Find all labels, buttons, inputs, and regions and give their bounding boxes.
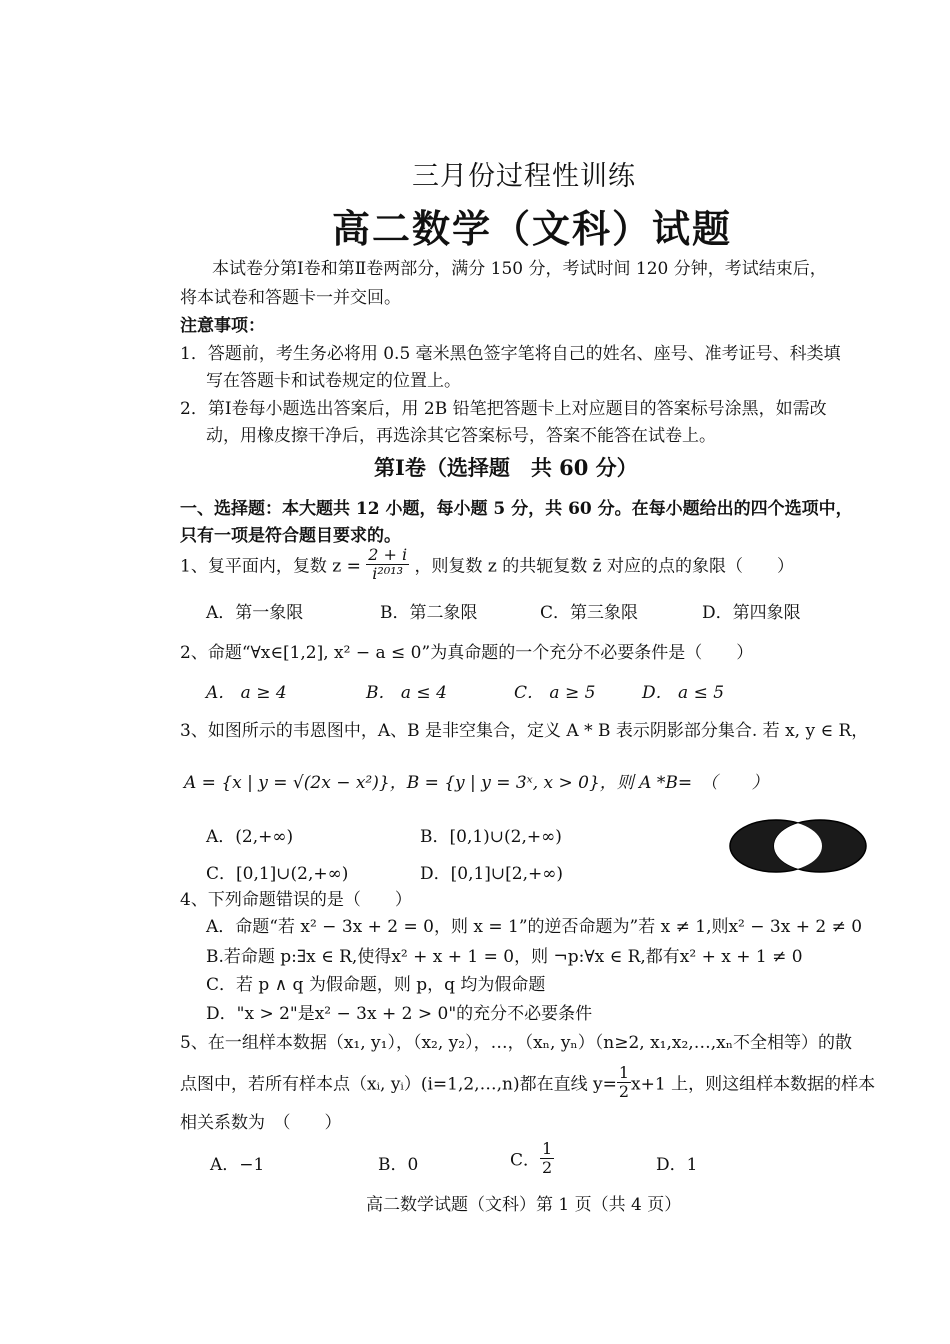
intro-line-2: 将本试卷和答题卡一并交回。 — [180, 288, 401, 308]
q2-option-d[interactable]: D． a ≤ 5 — [642, 683, 725, 703]
q5-optc-num: 1 — [542, 1139, 553, 1158]
section-heading: 第Ⅰ卷（选择题 共 60 分） — [374, 455, 638, 480]
q4-option-c[interactable]: C．若 p ∧ q 为假命题，则 p，q 均为假命题 — [206, 975, 546, 995]
q5-option-c-label: C． — [510, 1150, 541, 1171]
question-3-stem: 3、如图所示的韦恩图中，A、B 是非空集合，定义 A * B 表示阴影部分集合. 若 x, y ∈ R， — [180, 721, 869, 741]
question-5-line-1: 5、在一组样本数据（x₁, y₁），（x₂, y₂），…，（xₙ, yₙ）（n≥2, x₁,x₂,…,xₙ不全相等）的散 — [180, 1033, 853, 1053]
q5-option-b[interactable]: B．0 — [378, 1155, 419, 1175]
q5-line2-a: 点图中，若所有样本点（xᵢ, yᵢ）(i=1,2,…,n)都在直线 y= — [180, 1074, 617, 1095]
q5-frac-num: 1 — [618, 1063, 630, 1082]
q1-option-d[interactable]: D．第四象限 — [702, 603, 801, 623]
page-footer: 高二数学试题（文科）第 1 页（共 4 页） — [366, 1195, 682, 1215]
q5-option-a[interactable]: A．−1 — [210, 1155, 265, 1175]
q5-option-c[interactable] — [510, 1140, 554, 1176]
q5-option-c-fraction — [540, 1140, 554, 1176]
q4-option-b[interactable]: B.若命题 p:∃x ∈ R,使得x² + x + 1 = 0，则 ¬p:∀x ∈ R,都有x² + x + 1 ≠ 0 — [206, 947, 803, 967]
q1-option-c[interactable]: C．第三象限 — [540, 603, 639, 623]
q4-option-a[interactable]: A．命题“若 x² − 3x + 2 = 0，则 x = 1”的逆否命题为”若 x ≠ 1,则x² − 3x + 2 ≠ 0 — [206, 917, 863, 937]
notice-1b: 写在答题卡和试卷规定的位置上。 — [206, 371, 461, 391]
question-3-sets: A = {x | y = √(2x − x²)}，B = {y | y = 3ˣ, x > 0}，则 A *B= （ ） — [184, 773, 769, 793]
section-instructions-a: 一、选择题：本大题共 12 小题，每小题 5 分，共 60 分。在每小题给出的四个选项中， — [180, 499, 853, 519]
q5-option-d[interactable]: D．1 — [656, 1155, 698, 1175]
intro-line-1: 本试卷分第Ⅰ卷和第Ⅱ卷两部分，满分 150 分，考试时间 120 分钟，考试结束后， — [212, 259, 827, 279]
q4-option-d[interactable]: D．"x > 2"是x² − 3x + 2 > 0"的充分不必要条件 — [206, 1004, 593, 1024]
q2-option-b[interactable]: B． a ≤ 4 — [366, 683, 447, 703]
q3-option-d[interactable]: D．[0,1]∪[2,+∞) — [420, 864, 564, 884]
notice-2b: 动，用橡皮擦干净后，再选涂其它答案标号，答案不能答在试卷上。 — [206, 426, 716, 446]
question-1-stem — [180, 546, 794, 582]
q1-option-b[interactable]: B．第二象限 — [380, 603, 478, 623]
q2-option-a[interactable]: A． a ≥ 4 — [206, 683, 287, 703]
exam-subtitle: 三月份过程性训练 — [412, 161, 636, 192]
q5-fraction — [617, 1064, 631, 1100]
notice-2a: 2．第Ⅰ卷每小题选出答案后，用 2B 铅笔把答题卡上对应题目的答案标号涂黑，如需改 — [180, 399, 827, 419]
q1-frac-den: i²⁰¹³ — [372, 563, 404, 583]
question-5-line-3: 相关系数为 （ ） — [180, 1113, 342, 1133]
q1-option-a[interactable]: A．第一象限 — [206, 603, 304, 623]
q3-option-b[interactable]: B．[0,1)∪(2,+∞) — [420, 827, 562, 847]
question-4-stem: 4、下列命题错误的是（ ） — [180, 890, 412, 910]
exam-title: 高二数学（文科）试题 — [332, 206, 733, 251]
q5-line2-b: x+1 上，则这组样本数据的样本 — [631, 1074, 876, 1095]
section-instructions-b: 只有一项是符合题目要求的。 — [180, 526, 401, 546]
q2-option-c[interactable]: C． a ≥ 5 — [514, 683, 596, 703]
q5-frac-den: 2 — [618, 1081, 630, 1101]
q1-fraction — [366, 546, 409, 582]
question-5-line-2 — [180, 1064, 875, 1100]
q3-option-a[interactable]: A．(2,+∞) — [206, 827, 294, 847]
question-2-stem: 2、命题“∀x∈[1,2], x² − a ≤ 0”为真命题的一个充分不必要条件是（ ） — [180, 643, 754, 663]
notice-1a: 1．答题前，考生务必将用 0.5 毫米黑色签字笔将自己的姓名、座号、准考证号、科类填 — [180, 344, 841, 364]
venn-diagram — [728, 818, 868, 874]
q3-option-c[interactable]: C．[0,1]∪(2,+∞) — [206, 864, 349, 884]
q1-frac-num: 2 + i — [368, 545, 408, 564]
notice-heading: 注意事项： — [180, 316, 265, 336]
q5-optc-den: 2 — [542, 1157, 553, 1177]
q1-prefix: 1、复平面内，复数 z = — [180, 556, 361, 577]
q1-suffix: ，则复数 z 的共轭复数 z̄ 对应的点的象限（ ） — [414, 556, 795, 577]
